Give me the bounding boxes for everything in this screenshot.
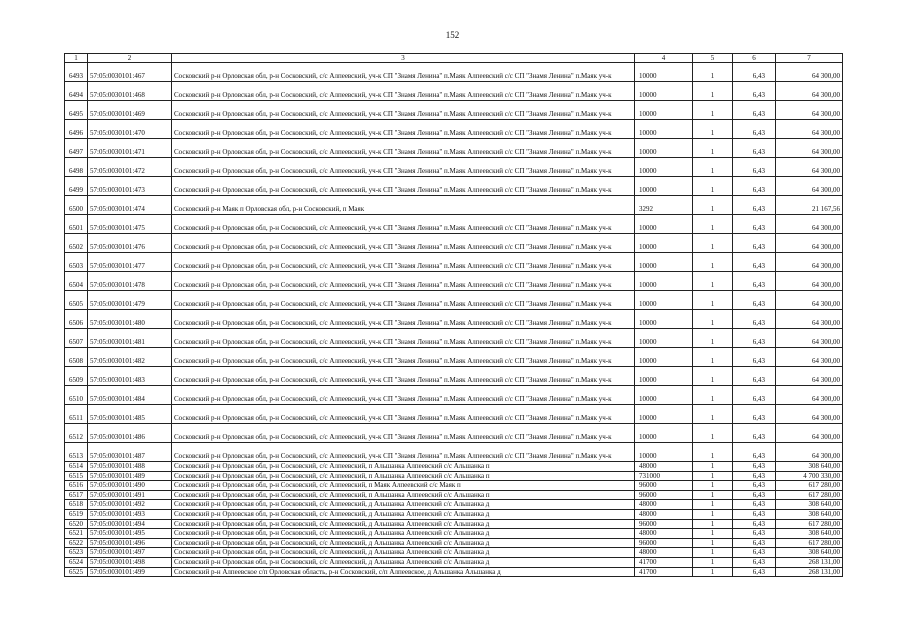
column-header: 7	[776, 54, 843, 63]
cell-q: 1	[693, 310, 733, 329]
cell-code: 57:05:0030101:495	[88, 529, 172, 539]
cell-q: 1	[693, 405, 733, 424]
cell-q: 1	[693, 63, 733, 82]
table-row	[65, 215, 843, 234]
cell-area: 96000	[635, 481, 693, 491]
table-row	[65, 557, 843, 567]
cell-q: 1	[693, 471, 733, 481]
cell-n: 6516	[65, 481, 88, 491]
cell-code: 57:05:0030101:481	[88, 329, 172, 348]
cell-n: 6520	[65, 519, 88, 529]
cell-code: 57:05:0030101:477	[88, 253, 172, 272]
cell-n: 6494	[65, 82, 88, 101]
cell-rate: 6,43	[733, 529, 776, 539]
cell-q: 1	[693, 557, 733, 567]
cell-desc: Сосковский р-н Орловская обл, р-н Сосковский, с/с Алпеевский, уч-к СП "Знамя Ленина" п.Маяк Алпеевский с/с СП "Знамя Ленина" п.Маяк уч-к	[172, 348, 635, 367]
cell-n: 6517	[65, 490, 88, 500]
cell-rate: 6,43	[733, 538, 776, 548]
table-row	[65, 405, 843, 424]
cell-rate: 6,43	[733, 471, 776, 481]
cell-q: 1	[693, 348, 733, 367]
table-row	[65, 139, 843, 158]
table-row	[65, 120, 843, 139]
cell-q: 1	[693, 538, 733, 548]
cell-area: 10000	[635, 405, 693, 424]
column-header: 3	[172, 54, 635, 63]
table-row	[65, 490, 843, 500]
cell-rate: 6,43	[733, 557, 776, 567]
land-plots-table	[64, 53, 843, 577]
cell-sum: 64 300,00	[776, 177, 843, 196]
cell-n: 6515	[65, 471, 88, 481]
cell-area: 10000	[635, 177, 693, 196]
cell-area: 10000	[635, 291, 693, 310]
cell-n: 6524	[65, 557, 88, 567]
cell-n: 6503	[65, 253, 88, 272]
cell-desc: Сосковский р-н Орловская обл, р-н Сосковский, с/с Алпеевский, уч-к СП "Знамя Ленина" п.Маяк Алпеевский с/с СП "Знамя Ленина" п.Маяк уч-к	[172, 405, 635, 424]
cell-n: 6525	[65, 567, 88, 577]
cell-area: 96000	[635, 519, 693, 529]
cell-q: 1	[693, 139, 733, 158]
cell-code: 57:05:0030101:478	[88, 272, 172, 291]
cell-code: 57:05:0030101:474	[88, 196, 172, 215]
cell-sum: 64 300,00	[776, 63, 843, 82]
cell-code: 57:05:0030101:487	[88, 443, 172, 462]
table-row	[65, 196, 843, 215]
cell-sum: 64 300,00	[776, 443, 843, 462]
page-number: 152	[445, 30, 460, 40]
table-row	[65, 367, 843, 386]
cell-q: 1	[693, 120, 733, 139]
cell-sum: 64 300,00	[776, 158, 843, 177]
table-header-row	[65, 54, 843, 63]
cell-n: 6522	[65, 538, 88, 548]
cell-sum: 308 640,00	[776, 529, 843, 539]
cell-rate: 6,43	[733, 367, 776, 386]
table-row	[65, 82, 843, 101]
cell-rate: 6,43	[733, 519, 776, 529]
cell-rate: 6,43	[733, 424, 776, 443]
cell-q: 1	[693, 291, 733, 310]
cell-sum: 64 300,00	[776, 272, 843, 291]
cell-sum: 308 640,00	[776, 509, 843, 519]
cell-n: 6523	[65, 548, 88, 558]
table-row	[65, 329, 843, 348]
cell-code: 57:05:0030101:493	[88, 509, 172, 519]
cell-sum: 4 700 330,00	[776, 471, 843, 481]
cell-sum: 308 640,00	[776, 462, 843, 472]
cell-area: 96000	[635, 538, 693, 548]
cell-q: 1	[693, 158, 733, 177]
cell-rate: 6,43	[733, 509, 776, 519]
cell-desc: Сосковский р-н Орловская обл, р-н Сосковский, с/с Алпеевский, уч-к СП "Знамя Ленина" п.Маяк Алпеевский с/с СП "Знамя Ленина" п.Маяк уч-к	[172, 386, 635, 405]
cell-q: 1	[693, 386, 733, 405]
cell-q: 1	[693, 177, 733, 196]
cell-code: 57:05:0030101:475	[88, 215, 172, 234]
cell-rate: 6,43	[733, 272, 776, 291]
cell-code: 57:05:0030101:482	[88, 348, 172, 367]
cell-area: 3292	[635, 196, 693, 215]
cell-code: 57:05:0030101:498	[88, 557, 172, 567]
cell-desc: Сосковский р-н Орловская обл, р-н Сосковский, с/с Алпеевский, уч-к СП "Знамя Ленина" п.Маяк Алпеевский с/с СП "Знамя Ленина" п.Маяк уч-к	[172, 310, 635, 329]
cell-n: 6507	[65, 329, 88, 348]
cell-area: 731000	[635, 471, 693, 481]
cell-desc: Сосковский р-н Орловская обл, р-н Сосковский, с/с Алпеевский, д Альшанка Алпеевский с/с Альшанка д	[172, 557, 635, 567]
table-row	[65, 348, 843, 367]
cell-desc: Сосковский р-н Орловская обл, р-н Сосковский, с/с Алпеевский, уч-к СП "Знамя Ленина" п.Маяк Алпеевский с/с СП "Знамя Ленина" п.Маяк уч-к	[172, 82, 635, 101]
cell-desc: Сосковский р-н Орловская обл, р-н Сосковский, с/с Алпеевский, уч-к СП "Знамя Ленина" п.Маяк Алпеевский с/с СП "Знамя Ленина" п.Маяк уч-к	[172, 424, 635, 443]
cell-desc: Сосковский р-н Маяк п Орловская обл, р-н Сосковский, п Маяк	[172, 196, 635, 215]
table-row	[65, 234, 843, 253]
cell-q: 1	[693, 481, 733, 491]
cell-desc: Сосковский р-н Орловская обл, р-н Сосковский, с/с Алпеевский, уч-к СП "Знамя Ленина" п.Маяк Алпеевский с/с СП "Знамя Ленина" п.Маяк уч-к	[172, 291, 635, 310]
cell-sum: 617 280,00	[776, 490, 843, 500]
cell-area: 10000	[635, 272, 693, 291]
column-header: 1	[65, 54, 88, 63]
cell-sum: 617 280,00	[776, 519, 843, 529]
cell-area: 41700	[635, 567, 693, 577]
cell-rate: 6,43	[733, 567, 776, 577]
cell-code: 57:05:0030101:491	[88, 490, 172, 500]
cell-q: 1	[693, 500, 733, 510]
cell-desc: Сосковский р-н Орловская обл, р-н Сосковский, с/с Алпеевский, п Альшанка Алпеевский с/с Альшанка п	[172, 462, 635, 472]
cell-rate: 6,43	[733, 196, 776, 215]
cell-area: 10000	[635, 367, 693, 386]
cell-desc: Сосковский р-н Орловская обл, р-н Сосковский, с/с Алпеевский, уч-к СП "Знамя Ленина" п.Маяк Алпеевский с/с СП "Знамя Ленина" п.Маяк уч-к	[172, 158, 635, 177]
cell-desc: Сосковский р-н Орловская обл, р-н Сосковский, с/с Алпеевский, уч-к СП "Знамя Ленина" п.Маяк Алпеевский с/с СП "Знамя Ленина" п.Маяк уч-к	[172, 215, 635, 234]
cell-n: 6505	[65, 291, 88, 310]
cell-desc: Сосковский р-н Орловская обл, р-н Сосковский, с/с Алпеевский, п Маяк Алпеевский с/с Маяк п	[172, 481, 635, 491]
cell-rate: 6,43	[733, 386, 776, 405]
cell-rate: 6,43	[733, 405, 776, 424]
cell-area: 48000	[635, 548, 693, 558]
cell-area: 10000	[635, 63, 693, 82]
cell-sum: 64 300,00	[776, 139, 843, 158]
table-row	[65, 567, 843, 577]
cell-q: 1	[693, 490, 733, 500]
cell-desc: Сосковский р-н Орловская обл, р-н Сосковский, с/с Алпеевский, д Альшанка Алпеевский с/с Альшанка д	[172, 519, 635, 529]
cell-code: 57:05:0030101:479	[88, 291, 172, 310]
cell-sum: 64 300,00	[776, 101, 843, 120]
cell-rate: 6,43	[733, 310, 776, 329]
cell-desc: Сосковский р-н Орловская обл, р-н Сосковский, с/с Алпеевский, д Альшанка Алпеевский с/с Альшанка д	[172, 509, 635, 519]
cell-area: 10000	[635, 253, 693, 272]
cell-desc: Сосковский р-н Орловская обл, р-н Сосковский, с/с Алпеевский, уч-к СП "Знамя Ленина" п.Маяк Алпеевский с/с СП "Знамя Ленина" п.Маяк уч-к	[172, 177, 635, 196]
cell-sum: 308 640,00	[776, 500, 843, 510]
cell-code: 57:05:0030101:472	[88, 158, 172, 177]
cell-n: 6496	[65, 120, 88, 139]
cell-n: 6501	[65, 215, 88, 234]
cell-code: 57:05:0030101:483	[88, 367, 172, 386]
cell-n: 6495	[65, 101, 88, 120]
cell-q: 1	[693, 101, 733, 120]
table-row	[65, 386, 843, 405]
cell-code: 57:05:0030101:470	[88, 120, 172, 139]
table-row	[65, 548, 843, 558]
cell-area: 10000	[635, 310, 693, 329]
cell-rate: 6,43	[733, 329, 776, 348]
cell-code: 57:05:0030101:492	[88, 500, 172, 510]
cell-desc: Сосковский р-н Орловская обл, р-н Сосковский, с/с Алпеевский, д Альшанка Алпеевский с/с Альшанка д	[172, 538, 635, 548]
cell-code: 57:05:0030101:469	[88, 101, 172, 120]
cell-desc: Сосковский р-н Орловская обл, р-н Сосковский, с/с Алпеевский, уч-к СП "Знамя Ленина" п.Маяк Алпеевский с/с СП "Знамя Ленина" п.Маяк уч-к	[172, 253, 635, 272]
column-header: 2	[88, 54, 172, 63]
cell-q: 1	[693, 215, 733, 234]
cell-q: 1	[693, 443, 733, 462]
cell-sum: 64 300,00	[776, 82, 843, 101]
cell-desc: Сосковский р-н Орловская обл, р-н Сосковский, с/с Алпеевский, п Альшанка Алпеевский с/с Альшанка п	[172, 490, 635, 500]
cell-desc: Сосковский р-н Орловская обл, р-н Сосковский, с/с Алпеевский, уч-к СП "Знамя Ленина" п.Маяк Алпеевский с/с СП "Знамя Ленина" п.Маяк уч-к	[172, 272, 635, 291]
table-row	[65, 443, 843, 462]
cell-desc: Сосковский р-н Орловская обл, р-н Сосковский, с/с Алпеевский, уч-к СП "Знамя Ленина" п.Маяк Алпеевский с/с СП "Знамя Ленина" п.Маяк уч-к	[172, 101, 635, 120]
cell-q: 1	[693, 567, 733, 577]
cell-n: 6512	[65, 424, 88, 443]
cell-q: 1	[693, 253, 733, 272]
cell-n: 6502	[65, 234, 88, 253]
cell-sum: 64 300,00	[776, 329, 843, 348]
table-row	[65, 538, 843, 548]
cell-area: 10000	[635, 386, 693, 405]
cell-code: 57:05:0030101:499	[88, 567, 172, 577]
table-row	[65, 424, 843, 443]
cell-q: 1	[693, 367, 733, 386]
cell-desc: Сосковский р-н Орловская обл, р-н Сосковский, с/с Алпеевский, уч-к СП "Знамя Ленина" п.Маяк Алпеевский с/с СП "Знамя Ленина" п.Маяк уч-к	[172, 443, 635, 462]
cell-sum: 64 300,00	[776, 310, 843, 329]
cell-n: 6514	[65, 462, 88, 472]
cell-n: 6510	[65, 386, 88, 405]
cell-rate: 6,43	[733, 215, 776, 234]
table-row	[65, 500, 843, 510]
table-row	[65, 63, 843, 82]
cell-area: 48000	[635, 500, 693, 510]
cell-area: 10000	[635, 120, 693, 139]
cell-area: 41700	[635, 557, 693, 567]
table-row	[65, 272, 843, 291]
cell-q: 1	[693, 82, 733, 101]
cell-desc: Сосковский р-н Орловская обл, р-н Сосковский, с/с Алпеевский, уч-к СП "Знамя Ленина" п.Маяк Алпеевский с/с СП "Знамя Ленина" п.Маяк уч-к	[172, 63, 635, 82]
cell-code: 57:05:0030101:489	[88, 471, 172, 481]
cell-q: 1	[693, 462, 733, 472]
cell-rate: 6,43	[733, 291, 776, 310]
column-header: 4	[635, 54, 693, 63]
cell-n: 6498	[65, 158, 88, 177]
cell-sum: 268 131,00	[776, 567, 843, 577]
cell-n: 6499	[65, 177, 88, 196]
cell-rate: 6,43	[733, 63, 776, 82]
cell-desc: Сосковский р-н Орловская обл, р-н Сосковский, с/с Алпеевский, д Альшанка Алпеевский с/с Альшанка д	[172, 529, 635, 539]
cell-rate: 6,43	[733, 500, 776, 510]
cell-code: 57:05:0030101:468	[88, 82, 172, 101]
cell-sum: 64 300,00	[776, 234, 843, 253]
cell-area: 48000	[635, 462, 693, 472]
cell-desc: Сосковский р-н Орловская обл, р-н Сосковский, с/с Алпеевский, уч-к СП "Знамя Ленина" п.Маяк Алпеевский с/с СП "Знамя Ленина" п.Маяк уч-к	[172, 139, 635, 158]
cell-code: 57:05:0030101:497	[88, 548, 172, 558]
cell-rate: 6,43	[733, 348, 776, 367]
cell-code: 57:05:0030101:473	[88, 177, 172, 196]
cell-rate: 6,43	[733, 443, 776, 462]
cell-n: 6508	[65, 348, 88, 367]
cell-code: 57:05:0030101:494	[88, 519, 172, 529]
cell-area: 48000	[635, 509, 693, 519]
cell-area: 10000	[635, 82, 693, 101]
column-header: 5	[693, 54, 733, 63]
cell-code: 57:05:0030101:496	[88, 538, 172, 548]
cell-rate: 6,43	[733, 481, 776, 491]
cell-code: 57:05:0030101:490	[88, 481, 172, 491]
table-row	[65, 529, 843, 539]
cell-rate: 6,43	[733, 234, 776, 253]
cell-n: 6511	[65, 405, 88, 424]
table-row	[65, 481, 843, 491]
cell-n: 6500	[65, 196, 88, 215]
cell-rate: 6,43	[733, 101, 776, 120]
cell-n: 6513	[65, 443, 88, 462]
cell-desc: Сосковский р-н Орловская обл, р-н Сосковский, с/с Алпеевский, уч-к СП "Знамя Ленина" п.Маяк Алпеевский с/с СП "Знамя Ленина" п.Маяк уч-к	[172, 120, 635, 139]
cell-q: 1	[693, 519, 733, 529]
cell-area: 10000	[635, 424, 693, 443]
table-row	[65, 509, 843, 519]
cell-sum: 617 280,00	[776, 481, 843, 491]
table-row	[65, 462, 843, 472]
cell-area: 10000	[635, 443, 693, 462]
table-row	[65, 291, 843, 310]
cell-rate: 6,43	[733, 139, 776, 158]
cell-area: 10000	[635, 234, 693, 253]
cell-code: 57:05:0030101:480	[88, 310, 172, 329]
cell-desc: Сосковский р-н Орловская обл, р-н Сосковский, с/с Алпеевский, д Альшанка Алпеевский с/с Альшанка д	[172, 548, 635, 558]
cell-area: 96000	[635, 490, 693, 500]
cell-sum: 64 300,00	[776, 215, 843, 234]
cell-code: 57:05:0030101:485	[88, 405, 172, 424]
cell-q: 1	[693, 548, 733, 558]
cell-q: 1	[693, 329, 733, 348]
table-row	[65, 519, 843, 529]
table-row	[65, 101, 843, 120]
cell-q: 1	[693, 529, 733, 539]
cell-area: 10000	[635, 101, 693, 120]
cell-sum: 268 131,00	[776, 557, 843, 567]
cell-sum: 64 300,00	[776, 367, 843, 386]
table-row	[65, 471, 843, 481]
table-body	[65, 54, 843, 577]
cell-code: 57:05:0030101:486	[88, 424, 172, 443]
cell-desc: Сосковский р-н Орловская обл, р-н Сосковский, с/с Алпеевский, уч-к СП "Знамя Ленина" п.Маяк Алпеевский с/с СП "Знамя Ленина" п.Маяк уч-к	[172, 234, 635, 253]
cell-code: 57:05:0030101:471	[88, 139, 172, 158]
cell-rate: 6,43	[733, 82, 776, 101]
cell-area: 48000	[635, 529, 693, 539]
cell-desc: Сосковский р-н Орловская обл, р-н Сосковский, с/с Алпеевский, уч-к СП "Знамя Ленина" п.Маяк Алпеевский с/с СП "Знамя Ленина" п.Маяк уч-к	[172, 329, 635, 348]
cell-desc: Сосковский р-н Алпеевское с/п Орловская область, р-н Сосковский, с/п Алпеевское, д Альшанка Альшанка д	[172, 567, 635, 577]
cell-q: 1	[693, 234, 733, 253]
cell-desc: Сосковский р-н Орловская обл, р-н Сосковский, с/с Алпеевский, п Альшанка Алпеевский с/с Альшанка п	[172, 471, 635, 481]
table-row	[65, 177, 843, 196]
cell-sum: 64 300,00	[776, 253, 843, 272]
cell-area: 10000	[635, 329, 693, 348]
cell-area: 10000	[635, 139, 693, 158]
cell-sum: 617 280,00	[776, 538, 843, 548]
cell-sum: 308 640,00	[776, 548, 843, 558]
cell-sum: 64 300,00	[776, 386, 843, 405]
cell-rate: 6,43	[733, 462, 776, 472]
cell-q: 1	[693, 424, 733, 443]
table-row	[65, 310, 843, 329]
cell-rate: 6,43	[733, 548, 776, 558]
cell-desc: Сосковский р-н Орловская обл, р-н Сосковский, с/с Алпеевский, уч-к СП "Знамя Ленина" п.Маяк Алпеевский с/с СП "Знамя Ленина" п.Маяк уч-к	[172, 367, 635, 386]
cell-sum: 64 300,00	[776, 424, 843, 443]
cell-area: 10000	[635, 158, 693, 177]
cell-q: 1	[693, 272, 733, 291]
cell-n: 6504	[65, 272, 88, 291]
cell-q: 1	[693, 509, 733, 519]
cell-sum: 64 300,00	[776, 405, 843, 424]
cell-n: 6509	[65, 367, 88, 386]
cell-area: 10000	[635, 215, 693, 234]
cell-sum: 64 300,00	[776, 291, 843, 310]
cell-code: 57:05:0030101:467	[88, 63, 172, 82]
cell-sum: 64 300,00	[776, 348, 843, 367]
cell-n: 6519	[65, 509, 88, 519]
cell-code: 57:05:0030101:476	[88, 234, 172, 253]
cell-n: 6518	[65, 500, 88, 510]
cell-n: 6506	[65, 310, 88, 329]
cell-code: 57:05:0030101:488	[88, 462, 172, 472]
cell-rate: 6,43	[733, 253, 776, 272]
table-row	[65, 253, 843, 272]
cell-sum: 21 167,56	[776, 196, 843, 215]
cell-n: 6497	[65, 139, 88, 158]
cell-rate: 6,43	[733, 490, 776, 500]
cell-q: 1	[693, 196, 733, 215]
cell-sum: 64 300,00	[776, 120, 843, 139]
cell-code: 57:05:0030101:484	[88, 386, 172, 405]
cell-n: 6493	[65, 63, 88, 82]
column-header: 6	[733, 54, 776, 63]
cell-n: 6521	[65, 529, 88, 539]
cell-area: 10000	[635, 348, 693, 367]
cell-desc: Сосковский р-н Орловская обл, р-н Сосковский, с/с Алпеевский, д Альшанка Алпеевский с/с Альшанка д	[172, 500, 635, 510]
cell-rate: 6,43	[733, 158, 776, 177]
cell-rate: 6,43	[733, 177, 776, 196]
table-row	[65, 158, 843, 177]
cell-rate: 6,43	[733, 120, 776, 139]
